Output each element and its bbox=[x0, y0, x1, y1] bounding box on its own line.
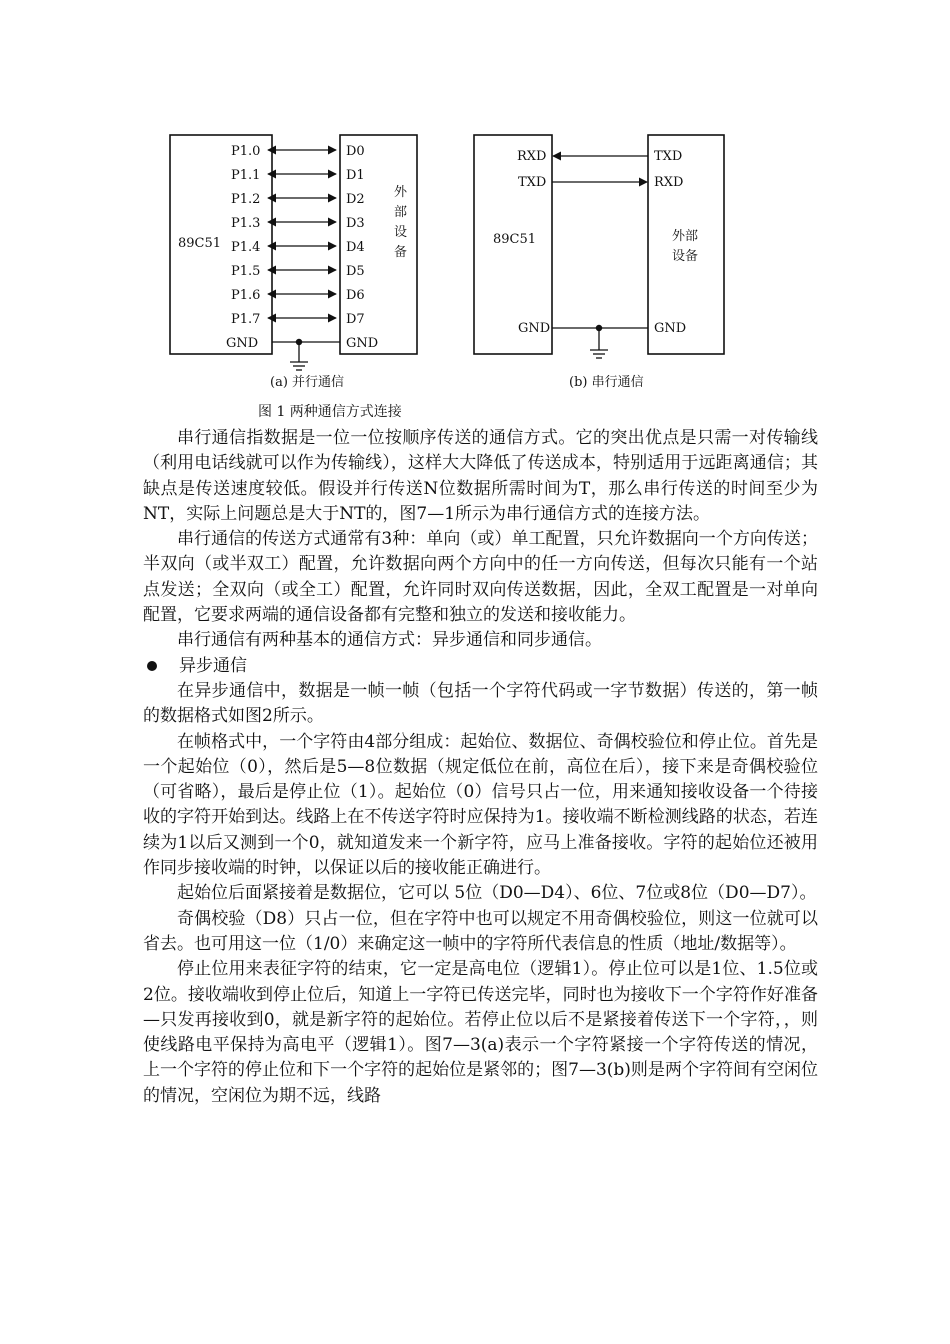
device-char: 设 bbox=[394, 225, 408, 240]
parallel-caption: (a) 并行通信 bbox=[270, 375, 345, 390]
parallel-ground bbox=[272, 339, 340, 370]
data-line-label: D1 bbox=[346, 168, 365, 183]
device-char: 备 bbox=[394, 245, 408, 260]
pin-label: P1.6 bbox=[231, 288, 261, 303]
device-label: 设备 bbox=[672, 249, 699, 264]
bullet-text: 异步通信 bbox=[179, 655, 247, 676]
pin-label: P1.5 bbox=[231, 264, 261, 279]
device-char: 部 bbox=[394, 205, 408, 220]
paragraph: 串行通信指数据是一位一位按顺序传送的通信方式。它的突出优点是只需一对传输线（利用电话线就可以作为传输线），这样大大降低了传送成本，特别适用于远距离通信；其缺点是传送速度较低。假设并行传送N位数据所需时间为T，那么串行传送的时间至少为NT，实际上问题总是大于NT的，图7—1所示为串行通信方式的连接方法。 bbox=[143, 428, 818, 524]
bullet-heading bbox=[143, 654, 818, 679]
pin-label: P1.0 bbox=[231, 144, 261, 159]
figure-title: 图 1 两种通信方式连接 bbox=[258, 404, 402, 420]
rxd-label: RXD bbox=[517, 149, 547, 164]
paragraph: 停止位用来表征字符的结束，它一定是高电位（逻辑1）。停止位可以是1位、1.5位或2位。接收端收到停止位后，知道上一字符已传送完毕，同时也为接收下一个字符作好准备—只发再接收到0，就是新字符的起始位。若停止位以后不是紧接着传送下一个字符，，则使线路电平保持为高电平（逻辑1）。图7—3(a)表示一个字符紧接一个字符传送的情况，上一个字符的停止位和下一个字符的起始位是紧邻的；图7—3(b)则是两个字符间有空闲位的情况，空闲位为期不远，线路 bbox=[143, 959, 818, 1106]
data-line-label: D7 bbox=[346, 312, 365, 327]
connection-diagram bbox=[0, 0, 950, 400]
data-line-label: D2 bbox=[346, 192, 365, 207]
serial-arrows bbox=[552, 156, 648, 182]
pin-label: P1.2 bbox=[231, 192, 261, 207]
parallel-bidirectional-arrows bbox=[268, 150, 336, 318]
gnd-label: GND bbox=[518, 321, 551, 336]
parallel-pin-labels bbox=[226, 144, 260, 351]
data-line-label: D4 bbox=[346, 240, 365, 255]
gnd-label: GND bbox=[226, 336, 259, 351]
paragraph: 在帧格式中，一个字符由4部分组成：起始位、数据位、奇偶校验位和停止位。首先是一个起始位（0），然后是5—8位数据（规定低位在前，高位在后），接下来是奇偶校验位（可省略），最后是停止位（1）。起始位（0）信号只占一位，用来通知接收设备一个待接收的字符开始到达。线路上在不传送字符时应保持为1。接收端不断检测线路的状态，若连续为1以后又测到一个0，就知道发来一个新字符，应马上准备接收。字符的起始位还被用作同步接收端的时钟，以保证以后的接收能正确进行。 bbox=[143, 731, 818, 879]
data-line-label: D5 bbox=[346, 264, 365, 279]
txd-label: TXD bbox=[654, 149, 683, 164]
parallel-device-label bbox=[394, 185, 408, 260]
paragraph: 串行通信有两种基本的通信方式：异步通信和同步通信。 bbox=[177, 630, 602, 651]
data-line-label: D6 bbox=[346, 288, 365, 303]
pin-label: P1.3 bbox=[231, 216, 261, 231]
device-label: 外部 bbox=[672, 229, 699, 244]
paragraph: 串行通信的传送方式通常有3种：单向（或）单工配置，只允许数据向一个方向传送；半双向（或半双工）配置，允许数据向两个方向中的任一方向传送，但每次只能有一个站点发送；全双向（或全工）配置，允许同时双向传送数据，因此，全双工配置是一对单向配置，它要求两端的通信设备都有完整和独立的发送和接收能力。 bbox=[143, 529, 818, 626]
pin-label: P1.4 bbox=[231, 240, 261, 255]
gnd-label: GND bbox=[346, 336, 379, 351]
figure-1 bbox=[0, 0, 950, 420]
bullet-icon bbox=[147, 661, 157, 671]
serial-caption: (b) 串行通信 bbox=[569, 375, 644, 390]
gnd-label: GND bbox=[654, 321, 687, 336]
txd-label: TXD bbox=[518, 175, 547, 190]
paragraph: 在异步通信中，数据是一帧一帧（包括一个字符代码或一字节数据）传送的，第一帧的数据格式如图2所示。 bbox=[143, 680, 818, 727]
serial-chip-label: 89C51 bbox=[493, 232, 537, 247]
data-line-label: D3 bbox=[346, 216, 365, 231]
body-text bbox=[143, 426, 818, 1109]
parallel-data-labels bbox=[346, 144, 378, 351]
pin-label: P1.7 bbox=[231, 312, 261, 327]
paragraph: 奇偶校验（D8）只占一位，但在字符中也可以规定不用奇偶校验位，则这一位就可以省去。也可用这一位（1/0）来确定这一帧中的字符所代表信息的性质（地址/数据等）。 bbox=[143, 908, 818, 954]
data-line-label: D0 bbox=[346, 144, 365, 159]
serial-ground bbox=[552, 325, 648, 358]
rxd-label: RXD bbox=[654, 175, 684, 190]
device-char: 外 bbox=[394, 185, 408, 200]
pin-label: P1.1 bbox=[231, 168, 261, 183]
paragraph: 起始位后面紧接着是数据位，它可以 5位（D0—D4）、6位、7位或8位（D0—D7）。 bbox=[177, 883, 817, 904]
parallel-chip-label: 89C51 bbox=[178, 236, 222, 251]
